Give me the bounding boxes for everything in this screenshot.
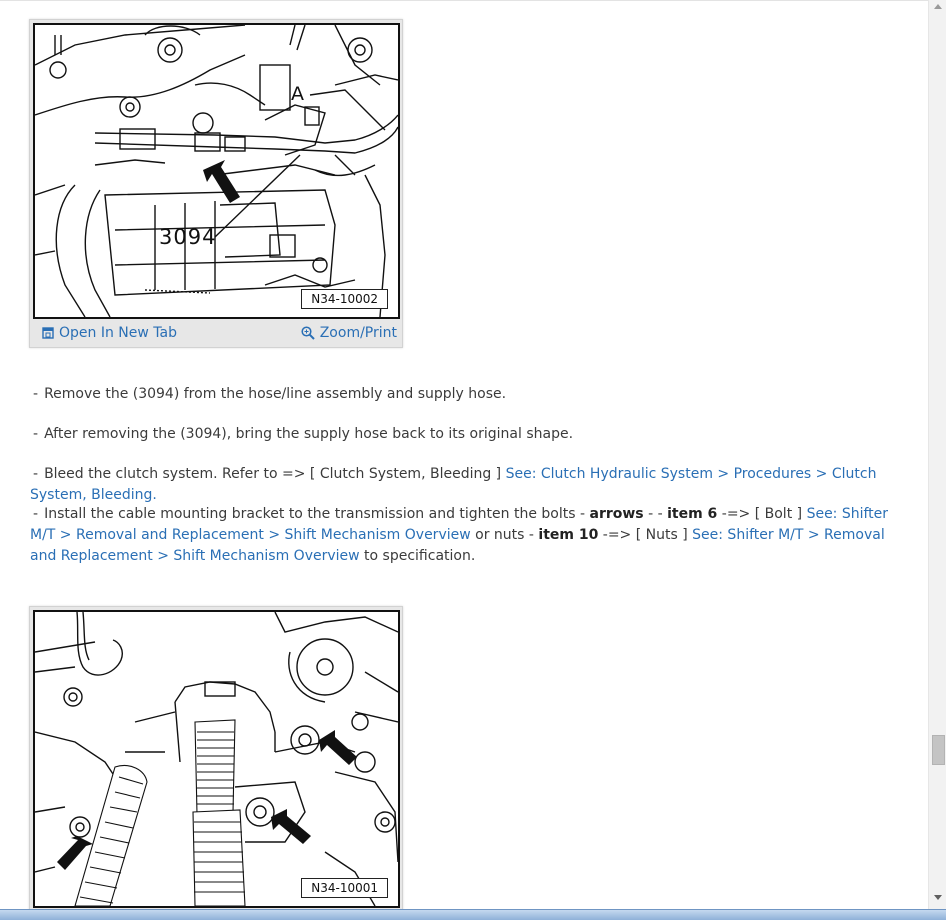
step-bullet: - — [33, 506, 39, 522]
step-text: Bleed the clutch system. Refer to => [ Clutch System, Bleeding ] — [44, 466, 502, 482]
figure-1-caption: N34-10002 — [301, 289, 388, 309]
shift-mechanism-overview-link-bolt[interactable]: See: Shifter M/T > Removal and Replacement > Shift Mechanism Overview — [30, 506, 889, 543]
step-text: -=> [ Nuts ] — [598, 527, 688, 543]
step-text: After removing the (3094), bring the supply hose back to its original shape. — [44, 426, 574, 442]
figure-card-1 — [29, 19, 403, 348]
open-new-tab-icon — [42, 327, 54, 339]
scrollbar-thumb[interactable] — [932, 735, 945, 765]
step-bullet: - — [33, 466, 39, 482]
step-restore-hose — [30, 424, 905, 445]
step-bullet: - — [33, 426, 39, 442]
open-in-new-tab-label: Open In New Tab — [59, 325, 177, 341]
clutch-bleeding-link[interactable]: See: Clutch Hydraulic System > Procedures > Clutch System, Bleeding. — [30, 466, 877, 503]
figure-image-2[interactable] — [33, 610, 400, 908]
scroll-up-arrow-icon[interactable] — [934, 4, 942, 9]
scroll-down-arrow-icon[interactable] — [934, 895, 942, 900]
item-6-emphasis: item 6 — [667, 506, 718, 522]
shift-mechanism-overview-link-nuts[interactable]: See: Shifter M/T > Removal and Replacement > Shift Mechanism Overview — [30, 527, 885, 564]
zoom-magnifier-icon — [301, 326, 315, 340]
zoom-print-label: Zoom/Print — [319, 325, 397, 341]
step-bullet: - — [33, 386, 39, 402]
vertical-scrollbar[interactable] — [928, 0, 946, 909]
figure-1-label-a: A — [291, 83, 304, 105]
step-text: or nuts - — [470, 527, 539, 543]
open-in-new-tab-link[interactable] — [42, 325, 177, 341]
figure-1-callout-3094: 3094 — [159, 225, 217, 249]
top-divider — [0, 0, 928, 1]
step-text: to specification. — [359, 548, 476, 564]
step-bleed-clutch — [30, 464, 905, 506]
taskbar-strip — [0, 909, 946, 920]
step-remove-3094 — [30, 384, 905, 405]
figure-1-actions — [30, 321, 402, 347]
item-10-emphasis: item 10 — [538, 527, 599, 543]
step-text: Remove the (3094) from the hose/line assembly and supply hose. — [44, 386, 507, 402]
step-text: Install the cable mounting bracket to the transmission and tighten the bolts - — [44, 506, 590, 522]
zoom-print-link[interactable] — [301, 325, 397, 341]
figure-card-2 — [29, 606, 403, 909]
step-text: -=> [ Bolt ] — [717, 506, 803, 522]
arrows-emphasis: arrows — [589, 506, 644, 522]
clutch-hose-illustration — [35, 25, 398, 317]
step-install-bracket — [30, 504, 905, 567]
step-text: - - — [643, 506, 668, 522]
cable-bracket-illustration — [35, 612, 398, 906]
figure-2-caption: N34-10001 — [301, 878, 388, 898]
figure-image-1[interactable] — [33, 23, 400, 319]
